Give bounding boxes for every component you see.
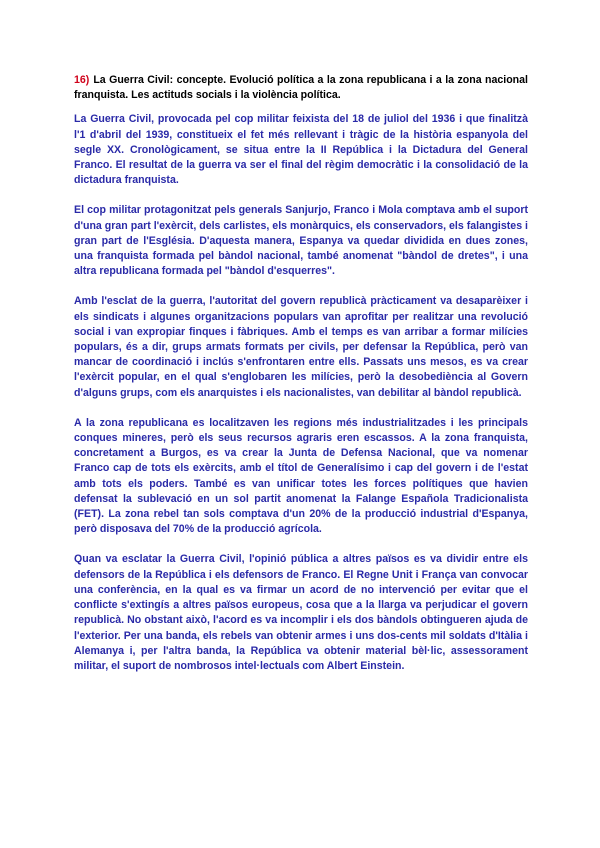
section-title: La Guerra Civil: concepte. Evolució política a la zona republicana i a la zona nacional franquista. Les actituds socials i la violència política. — [74, 74, 528, 102]
section-heading — [74, 73, 528, 103]
paragraph-4: A la zona republicana es localitzaven les regions més industrialitzades i les principals conques mineres, però els seus recursos agraris eren escassos. A la zona franquista, concretament a Burgos, es va crear la Junta de Defensa Nacional, que va nomenar Franco cap de tots els exèrcits, amb el títol de Generalísimo i cap del govern i de l'estat amb tots els poders. També es van unificar totes les forces polítiques que havien defensat la sublevació en un sol partit anomenat la Falange Española Tradicionalista (FET). La zona rebel tan sols comptava d'un 20% de la producció industrial d'Espanya, però disposava del 70% de la producció agrícola. — [74, 416, 528, 536]
section-number: 16) — [74, 74, 90, 86]
paragraph-1: La Guerra Civil, provocada pel cop militar feixista del 18 de juliol del 1936 i que finalitzà l'1 d'abril del 1939, constitueix el fet més rellevant i tràgic de la història espanyola del segle XX. Cronològicament, se situa entre la II República i la Dictadura del General Franco. El resultat de la guerra va ser el final del règim democràtic i la consolidació de la dictadura franquista. — [74, 113, 528, 187]
paragraph-2: El cop militar protagonitzat pels generals Sanjurjo, Franco i Mola comptava amb el suport d'una gran part l'exèrcit, dels carlistes, els monàrquics, els conservadors, els falangistes i gran part de l'Església. D'aquesta manera, Espanya va quedar dividida en dues zones, una franquista formada pel bàndol nacional, també anomenat "bàndol de dretes", i una altra republicana formada pel "bàndol d'esquerres". — [74, 204, 528, 278]
paragraph-3: Amb l'esclat de la guerra, l'autoritat del govern republicà pràcticament va desaparèixer i els sindicats i algunes organitzacions populars van aprofitar per realitzar una revolució social i van expropiar finques i fàbriques. Amb el temps es van arribar a formar milícies populars, és a dir, grups armats formats per civils, per defensar la República, però van mancar de coordinació i inclús s'enfrontaren entre ells. Passats uns mesos, es va crear l'exèrcit popular, en el qual s'englobaren les milícies, però la desobediència al Govern d'alguns grups, com els anarquistes i els nacionalistes, van debilitar al bàndol republicà. — [74, 295, 528, 399]
document-page — [74, 73, 528, 689]
paragraph-5: Quan va esclatar la Guerra Civil, l'opinió pública a altres països es va dividir entre els defensors de la República i els defensors de Franco. El Regne Unit i França van convocar una conferència, en la qual es va firmar un acord de no intervenció per evitar que el conflicte s'extingís a altres països europeus, cosa que a la llarga va perjudicar el govern republicà. No obstant això, l'acord es va incomplir i els dos bàndols obtingueren ajuda de l'exterior. Per una banda, els rebels van obtenir armes i uns dos-cents mil soldats d'Itàlia i Alemanya i, per l'altra banda, la República va obtenir material bèl·lic, assessorament militar, el suport de nombrosos intel·lectuals com Albert Einstein. — [74, 553, 528, 672]
